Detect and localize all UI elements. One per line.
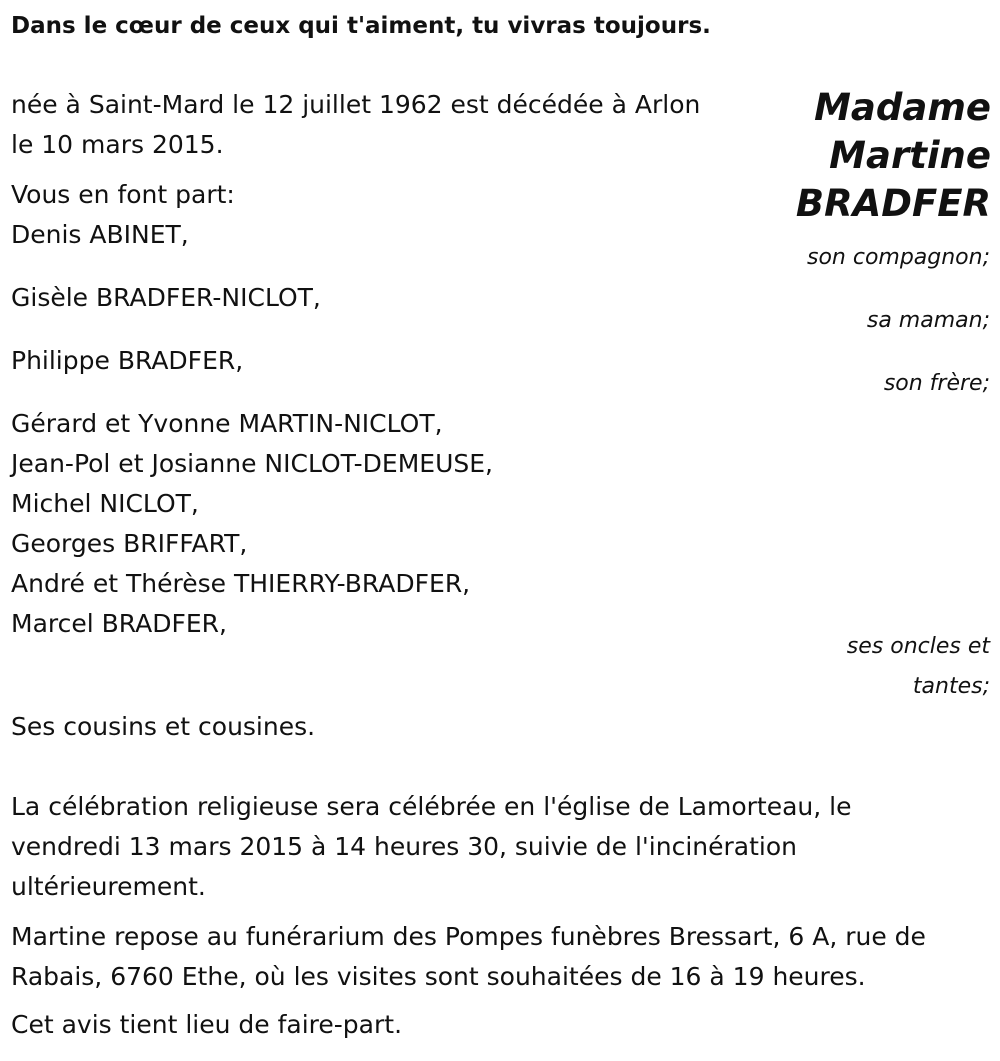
intro-line-2: le 10 mars 2015.: [11, 130, 224, 159]
intro-line-1: née à Saint-Mard le 12 juillet 1962 est décédée à Arlon: [11, 90, 701, 119]
family-mother: Gisèle BRADFER-NICLOT,: [11, 283, 321, 312]
deceased-last-name: BRADFER: [795, 182, 991, 225]
ceremony-line-3: ultérieurement.: [11, 872, 206, 901]
notice-heading: Dans le cœur de ceux qui t'aiment, tu vivras toujours.: [11, 13, 711, 39]
family-uncle-3: Michel NICLOT,: [11, 489, 199, 518]
family-uncle-5: André et Thérèse THIERRY-BRADFER,: [11, 569, 471, 598]
closing-text: Cet avis tient lieu de faire-part.: [11, 1010, 403, 1039]
relation-uncles-line-2: tantes;: [912, 674, 990, 699]
viewing-line-2: Rabais, 6760 Ethe, où les visites sont souhaitées de 16 à 19 heures.: [11, 962, 866, 991]
family-uncle-1: Gérard et Yvonne MARTIN-NICLOT,: [11, 409, 443, 438]
family-uncle-2: Jean-Pol et Josianne NICLOT-DEMEUSE,: [11, 449, 493, 478]
deceased-first-name: Martine: [829, 134, 991, 177]
family-partner: Denis ABINET,: [11, 220, 189, 249]
deceased-title: Madame: [814, 86, 991, 129]
viewing-line-1: Martine repose au funérarium des Pompes funèbres Bressart, 6 A, rue de: [11, 922, 926, 951]
relation-mother: sa maman;: [866, 308, 990, 333]
relation-uncles-line-1: ses oncles et: [846, 634, 990, 659]
family-brother: Philippe BRADFER,: [11, 346, 244, 375]
ceremony-line-2: vendredi 13 mars 2015 à 14 heures 30, suivie de l'incinération: [11, 832, 797, 861]
family-uncle-6: Marcel BRADFER,: [11, 609, 227, 638]
family-cousins: Ses cousins et cousines.: [11, 712, 316, 741]
deceased-name-block: [796, 84, 991, 228]
ceremony-line-1: La célébration religieuse sera célébrée en l'église de Lamorteau, le: [11, 792, 852, 821]
relation-brother: son frère;: [883, 371, 990, 396]
family-uncle-4: Georges BRIFFART,: [11, 529, 248, 558]
relation-partner: son compagnon;: [806, 245, 990, 270]
announce-text: Vous en font part:: [11, 180, 235, 209]
